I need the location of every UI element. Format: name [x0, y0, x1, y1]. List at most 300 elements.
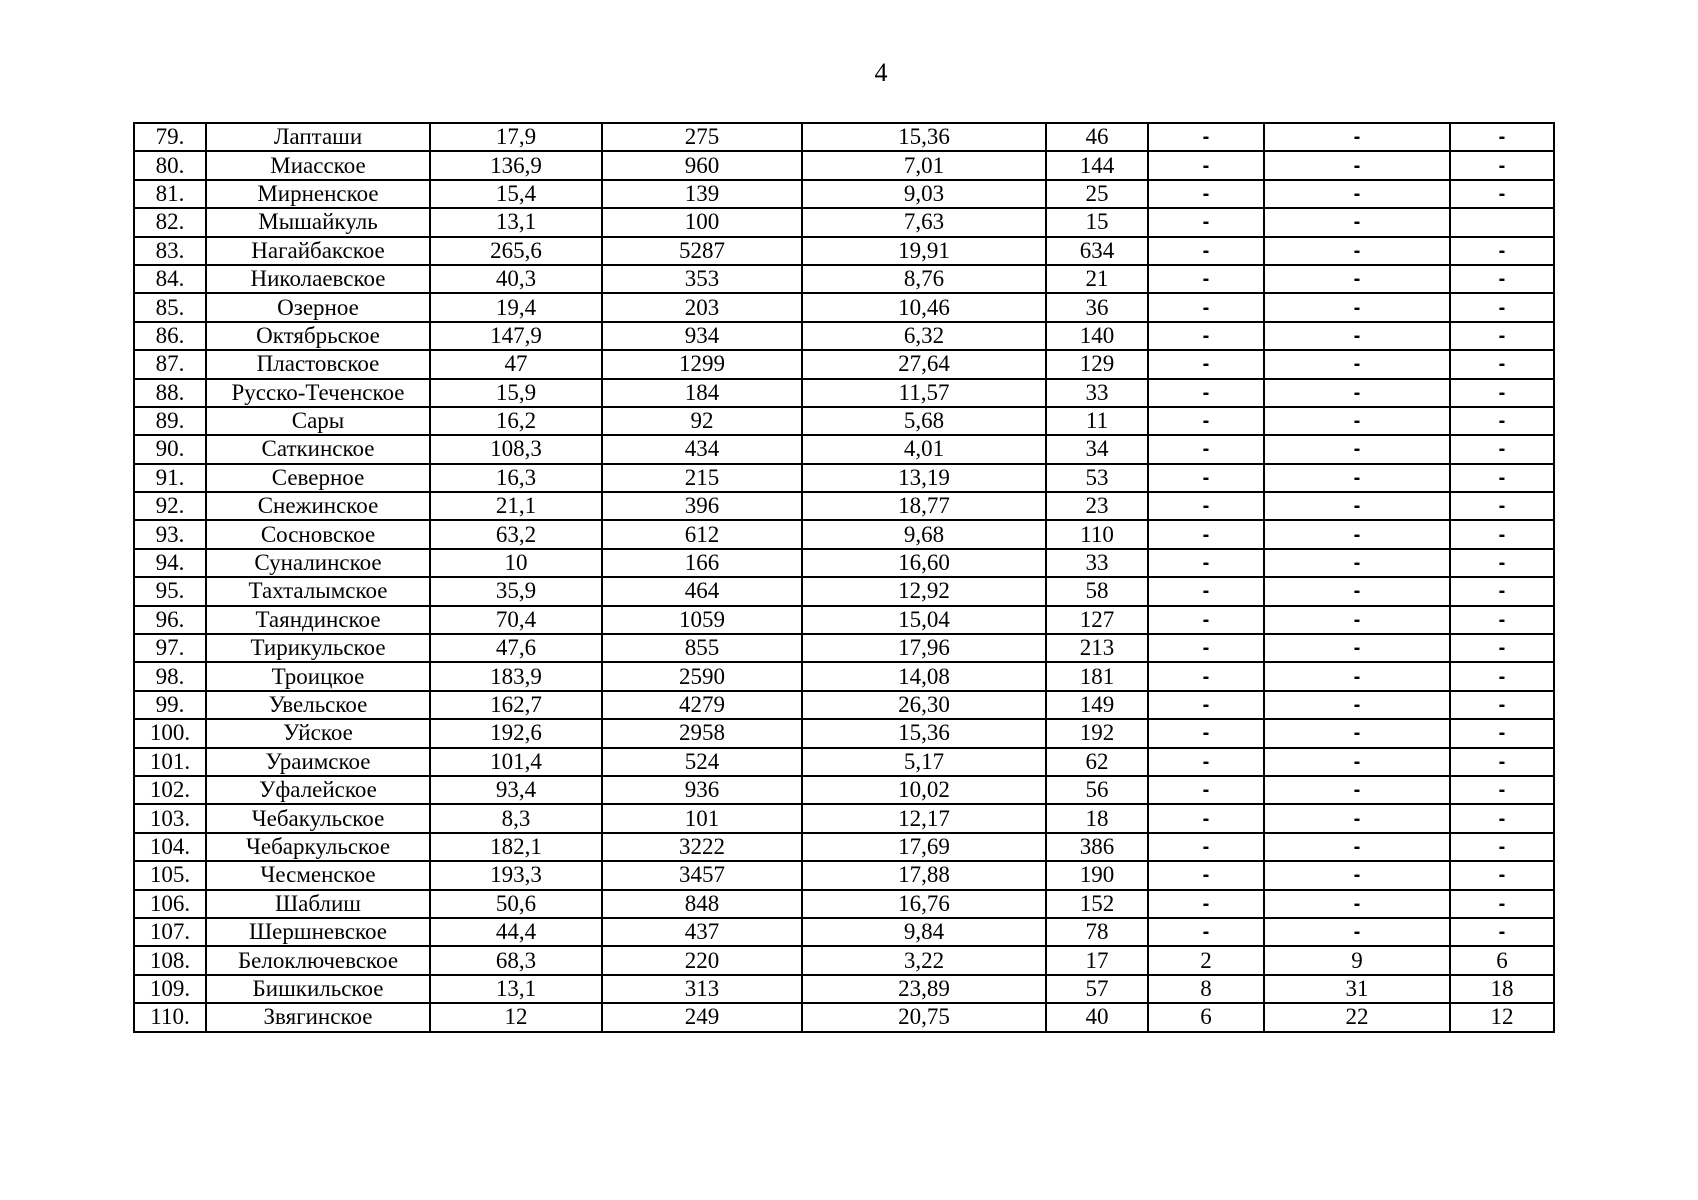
- extra-value-2: -: [1264, 293, 1450, 321]
- extra-value-3: -: [1450, 662, 1554, 690]
- extra-value-2: -: [1264, 435, 1450, 463]
- table-row: [134, 464, 1554, 492]
- population-value: 220: [602, 946, 802, 974]
- settlement-name: Белоключевское: [206, 946, 430, 974]
- ratio-value: 11,57: [802, 379, 1046, 407]
- settlement-name: Саткинское: [206, 435, 430, 463]
- extra-value-1: 8: [1148, 975, 1264, 1003]
- row-number: 86.: [134, 322, 206, 350]
- settlement-name: Уйское: [206, 719, 430, 747]
- extra-value-3: -: [1450, 379, 1554, 407]
- row-number: 90.: [134, 435, 206, 463]
- population-value: 2958: [602, 719, 802, 747]
- area-value: 16,3: [430, 464, 602, 492]
- settlement-name: Уфалейское: [206, 776, 430, 804]
- area-value: 13,1: [430, 975, 602, 1003]
- ratio-value: 8,76: [802, 265, 1046, 293]
- ratio-value: 27,64: [802, 350, 1046, 378]
- extra-value-3: -: [1450, 861, 1554, 889]
- row-number: 103.: [134, 804, 206, 832]
- population-value: 215: [602, 464, 802, 492]
- extra-value-1: -: [1148, 151, 1264, 179]
- area-value: 19,4: [430, 293, 602, 321]
- area-value: 162,7: [430, 691, 602, 719]
- area-value: 68,3: [430, 946, 602, 974]
- extra-value-3: -: [1450, 549, 1554, 577]
- table-row: [134, 1003, 1554, 1031]
- extra-value-2: -: [1264, 180, 1450, 208]
- row-number: 97.: [134, 634, 206, 662]
- count-value: 33: [1046, 379, 1148, 407]
- count-value: 46: [1046, 123, 1148, 151]
- count-value: 17: [1046, 946, 1148, 974]
- extra-value-2: -: [1264, 833, 1450, 861]
- table-row: [134, 861, 1554, 889]
- population-value: 139: [602, 180, 802, 208]
- count-value: 386: [1046, 833, 1148, 861]
- extra-value-3: -: [1450, 464, 1554, 492]
- ratio-value: 13,19: [802, 464, 1046, 492]
- extra-value-1: -: [1148, 606, 1264, 634]
- ratio-value: 9,84: [802, 918, 1046, 946]
- settlement-name: Мышайкуль: [206, 208, 430, 236]
- extra-value-3: -: [1450, 520, 1554, 548]
- extra-value-3: -: [1450, 918, 1554, 946]
- ratio-value: 23,89: [802, 975, 1046, 1003]
- count-value: 40: [1046, 1003, 1148, 1031]
- extra-value-2: -: [1264, 748, 1450, 776]
- population-value: 396: [602, 492, 802, 520]
- extra-value-2: -: [1264, 208, 1450, 236]
- settlement-name: Чебакульское: [206, 804, 430, 832]
- extra-value-2: 9: [1264, 946, 1450, 974]
- count-value: 57: [1046, 975, 1148, 1003]
- area-value: 108,3: [430, 435, 602, 463]
- area-value: 35,9: [430, 577, 602, 605]
- count-value: 36: [1046, 293, 1148, 321]
- extra-value-1: 6: [1148, 1003, 1264, 1031]
- ratio-value: 15,04: [802, 606, 1046, 634]
- extra-value-3: -: [1450, 634, 1554, 662]
- extra-value-3: -: [1450, 748, 1554, 776]
- settlement-name: Чебаркульское: [206, 833, 430, 861]
- table-row: [134, 123, 1554, 151]
- extra-value-2: -: [1264, 379, 1450, 407]
- count-value: 127: [1046, 606, 1148, 634]
- row-number: 89.: [134, 407, 206, 435]
- row-number: 100.: [134, 719, 206, 747]
- table-row: [134, 634, 1554, 662]
- table-row: [134, 662, 1554, 690]
- extra-value-1: -: [1148, 634, 1264, 662]
- area-value: 63,2: [430, 520, 602, 548]
- table-row: [134, 748, 1554, 776]
- extra-value-1: -: [1148, 890, 1264, 918]
- extra-value-1: -: [1148, 549, 1264, 577]
- extra-value-1: -: [1148, 776, 1264, 804]
- extra-value-2: -: [1264, 662, 1450, 690]
- area-value: 47: [430, 350, 602, 378]
- settlement-name: Тахталымское: [206, 577, 430, 605]
- area-value: 93,4: [430, 776, 602, 804]
- row-number: 109.: [134, 975, 206, 1003]
- row-number: 91.: [134, 464, 206, 492]
- extra-value-2: -: [1264, 804, 1450, 832]
- extra-value-2: -: [1264, 464, 1450, 492]
- extra-value-2: -: [1264, 265, 1450, 293]
- extra-value-2: -: [1264, 123, 1450, 151]
- table-row: [134, 946, 1554, 974]
- extra-value-2: -: [1264, 549, 1450, 577]
- extra-value-1: -: [1148, 407, 1264, 435]
- ratio-value: 14,08: [802, 662, 1046, 690]
- area-value: 17,9: [430, 123, 602, 151]
- area-value: 40,3: [430, 265, 602, 293]
- table-row: [134, 379, 1554, 407]
- settlement-name: Николаевское: [206, 265, 430, 293]
- extra-value-3: -: [1450, 492, 1554, 520]
- count-value: 181: [1046, 662, 1148, 690]
- extra-value-3: -: [1450, 776, 1554, 804]
- ratio-value: 9,68: [802, 520, 1046, 548]
- extra-value-3: -: [1450, 833, 1554, 861]
- population-value: 437: [602, 918, 802, 946]
- population-value: 203: [602, 293, 802, 321]
- table-row: [134, 237, 1554, 265]
- extra-value-2: -: [1264, 577, 1450, 605]
- settlement-name: Озерное: [206, 293, 430, 321]
- table-row: [134, 407, 1554, 435]
- count-value: 78: [1046, 918, 1148, 946]
- extra-value-3: -: [1450, 293, 1554, 321]
- extra-value-2: -: [1264, 520, 1450, 548]
- settlement-name: Шершневское: [206, 918, 430, 946]
- ratio-value: 5,17: [802, 748, 1046, 776]
- extra-value-3: 12: [1450, 1003, 1554, 1031]
- extra-value-2: -: [1264, 492, 1450, 520]
- extra-value-2: -: [1264, 237, 1450, 265]
- row-number: 80.: [134, 151, 206, 179]
- extra-value-2: -: [1264, 861, 1450, 889]
- extra-value-1: -: [1148, 322, 1264, 350]
- ratio-value: 5,68: [802, 407, 1046, 435]
- extra-value-1: 2: [1148, 946, 1264, 974]
- extra-value-1: -: [1148, 492, 1264, 520]
- extra-value-2: -: [1264, 918, 1450, 946]
- extra-value-1: -: [1148, 123, 1264, 151]
- ratio-value: 26,30: [802, 691, 1046, 719]
- area-value: 12: [430, 1003, 602, 1031]
- population-value: 92: [602, 407, 802, 435]
- table-row: [134, 180, 1554, 208]
- row-number: 106.: [134, 890, 206, 918]
- area-value: 44,4: [430, 918, 602, 946]
- population-value: 5287: [602, 237, 802, 265]
- count-value: 58: [1046, 577, 1148, 605]
- extra-value-3: -: [1450, 123, 1554, 151]
- settlement-name: Русско-Теченское: [206, 379, 430, 407]
- count-value: 15: [1046, 208, 1148, 236]
- row-number: 107.: [134, 918, 206, 946]
- area-value: 182,1: [430, 833, 602, 861]
- settlement-name: Звягинское: [206, 1003, 430, 1031]
- row-number: 104.: [134, 833, 206, 861]
- population-value: 1299: [602, 350, 802, 378]
- ratio-value: 12,92: [802, 577, 1046, 605]
- row-number: 98.: [134, 662, 206, 690]
- settlement-name: Нагайбакское: [206, 237, 430, 265]
- ratio-value: 10,46: [802, 293, 1046, 321]
- table-row: [134, 577, 1554, 605]
- extra-value-2: 22: [1264, 1003, 1450, 1031]
- area-value: 47,6: [430, 634, 602, 662]
- settlement-name: Лапташи: [206, 123, 430, 151]
- table-row: [134, 492, 1554, 520]
- extra-value-3: -: [1450, 265, 1554, 293]
- count-value: 62: [1046, 748, 1148, 776]
- row-number: 83.: [134, 237, 206, 265]
- population-value: 848: [602, 890, 802, 918]
- extra-value-1: -: [1148, 520, 1264, 548]
- extra-value-2: 31: [1264, 975, 1450, 1003]
- count-value: 190: [1046, 861, 1148, 889]
- table-row: [134, 322, 1554, 350]
- extra-value-1: -: [1148, 662, 1264, 690]
- extra-value-3: [1450, 208, 1554, 236]
- extra-value-1: -: [1148, 293, 1264, 321]
- ratio-value: 17,96: [802, 634, 1046, 662]
- table-row: [134, 435, 1554, 463]
- area-value: 50,6: [430, 890, 602, 918]
- extra-value-2: -: [1264, 691, 1450, 719]
- area-value: 192,6: [430, 719, 602, 747]
- area-value: 8,3: [430, 804, 602, 832]
- count-value: 152: [1046, 890, 1148, 918]
- population-value: 936: [602, 776, 802, 804]
- population-value: 3222: [602, 833, 802, 861]
- population-value: 353: [602, 265, 802, 293]
- row-number: 110.: [134, 1003, 206, 1031]
- data-table: [133, 122, 1555, 1033]
- count-value: 144: [1046, 151, 1148, 179]
- ratio-value: 16,60: [802, 549, 1046, 577]
- table-row: [134, 833, 1554, 861]
- settlement-name: Бишкильское: [206, 975, 430, 1003]
- area-value: 147,9: [430, 322, 602, 350]
- population-value: 4279: [602, 691, 802, 719]
- settlement-name: Шаблиш: [206, 890, 430, 918]
- row-number: 88.: [134, 379, 206, 407]
- settlement-name: Сосновское: [206, 520, 430, 548]
- extra-value-3: 6: [1450, 946, 1554, 974]
- row-number: 102.: [134, 776, 206, 804]
- ratio-value: 12,17: [802, 804, 1046, 832]
- extra-value-2: -: [1264, 350, 1450, 378]
- count-value: 33: [1046, 549, 1148, 577]
- area-value: 13,1: [430, 208, 602, 236]
- page-number: 4: [874, 58, 888, 87]
- area-value: 10: [430, 549, 602, 577]
- table-body: [134, 123, 1554, 1032]
- ratio-value: 3,22: [802, 946, 1046, 974]
- extra-value-2: -: [1264, 719, 1450, 747]
- population-value: 434: [602, 435, 802, 463]
- ratio-value: 16,76: [802, 890, 1046, 918]
- settlement-name: Пластовское: [206, 350, 430, 378]
- extra-value-1: -: [1148, 350, 1264, 378]
- extra-value-1: -: [1148, 180, 1264, 208]
- population-value: 1059: [602, 606, 802, 634]
- count-value: 149: [1046, 691, 1148, 719]
- ratio-value: 18,77: [802, 492, 1046, 520]
- table-row: [134, 265, 1554, 293]
- row-number: 81.: [134, 180, 206, 208]
- population-value: 275: [602, 123, 802, 151]
- extra-value-3: -: [1450, 407, 1554, 435]
- ratio-value: 20,75: [802, 1003, 1046, 1031]
- ratio-value: 19,91: [802, 237, 1046, 265]
- settlement-name: Снежинское: [206, 492, 430, 520]
- row-number: 84.: [134, 265, 206, 293]
- area-value: 21,1: [430, 492, 602, 520]
- ratio-value: 7,01: [802, 151, 1046, 179]
- settlement-name: Чесменское: [206, 861, 430, 889]
- table-row: [134, 606, 1554, 634]
- count-value: 34: [1046, 435, 1148, 463]
- table-row: [134, 890, 1554, 918]
- extra-value-1: -: [1148, 464, 1264, 492]
- table-row: [134, 293, 1554, 321]
- table-row: [134, 549, 1554, 577]
- settlement-name: Суналинское: [206, 549, 430, 577]
- settlement-name: Мирненское: [206, 180, 430, 208]
- area-value: 70,4: [430, 606, 602, 634]
- count-value: 140: [1046, 322, 1148, 350]
- table-row: [134, 975, 1554, 1003]
- row-number: 93.: [134, 520, 206, 548]
- table-row: [134, 804, 1554, 832]
- ratio-value: 15,36: [802, 719, 1046, 747]
- count-value: 56: [1046, 776, 1148, 804]
- extra-value-2: -: [1264, 606, 1450, 634]
- table-row: [134, 918, 1554, 946]
- extra-value-2: -: [1264, 407, 1450, 435]
- extra-value-3: -: [1450, 577, 1554, 605]
- area-value: 265,6: [430, 237, 602, 265]
- population-value: 612: [602, 520, 802, 548]
- area-value: 101,4: [430, 748, 602, 776]
- ratio-value: 17,88: [802, 861, 1046, 889]
- ratio-value: 15,36: [802, 123, 1046, 151]
- table-row: [134, 520, 1554, 548]
- extra-value-3: -: [1450, 180, 1554, 208]
- ratio-value: 7,63: [802, 208, 1046, 236]
- area-value: 16,2: [430, 407, 602, 435]
- extra-value-3: -: [1450, 151, 1554, 179]
- population-value: 934: [602, 322, 802, 350]
- ratio-value: 4,01: [802, 435, 1046, 463]
- table-row: [134, 208, 1554, 236]
- population-value: 524: [602, 748, 802, 776]
- table-row: [134, 719, 1554, 747]
- extra-value-1: -: [1148, 265, 1264, 293]
- extra-value-1: -: [1148, 691, 1264, 719]
- area-value: 183,9: [430, 662, 602, 690]
- table-row: [134, 691, 1554, 719]
- extra-value-1: -: [1148, 719, 1264, 747]
- population-value: 166: [602, 549, 802, 577]
- extra-value-2: -: [1264, 890, 1450, 918]
- population-value: 313: [602, 975, 802, 1003]
- extra-value-2: -: [1264, 151, 1450, 179]
- count-value: 213: [1046, 634, 1148, 662]
- count-value: 25: [1046, 180, 1148, 208]
- settlement-name: Таяндинское: [206, 606, 430, 634]
- area-value: 15,4: [430, 180, 602, 208]
- table-row: [134, 776, 1554, 804]
- extra-value-1: -: [1148, 435, 1264, 463]
- row-number: 92.: [134, 492, 206, 520]
- population-value: 101: [602, 804, 802, 832]
- ratio-value: 17,69: [802, 833, 1046, 861]
- extra-value-3: -: [1450, 237, 1554, 265]
- extra-value-1: -: [1148, 237, 1264, 265]
- count-value: 110: [1046, 520, 1148, 548]
- extra-value-3: -: [1450, 606, 1554, 634]
- count-value: 11: [1046, 407, 1148, 435]
- extra-value-1: -: [1148, 804, 1264, 832]
- area-value: 15,9: [430, 379, 602, 407]
- count-value: 21: [1046, 265, 1148, 293]
- settlement-name: Октябрьское: [206, 322, 430, 350]
- count-value: 18: [1046, 804, 1148, 832]
- extra-value-1: -: [1148, 748, 1264, 776]
- extra-value-2: -: [1264, 634, 1450, 662]
- ratio-value: 6,32: [802, 322, 1046, 350]
- ratio-value: 9,03: [802, 180, 1046, 208]
- count-value: 23: [1046, 492, 1148, 520]
- extra-value-3: 18: [1450, 975, 1554, 1003]
- extra-value-2: -: [1264, 776, 1450, 804]
- population-value: 960: [602, 151, 802, 179]
- extra-value-3: -: [1450, 719, 1554, 747]
- population-value: 855: [602, 634, 802, 662]
- row-number: 95.: [134, 577, 206, 605]
- area-value: 193,3: [430, 861, 602, 889]
- settlement-name: Миасское: [206, 151, 430, 179]
- area-value: 136,9: [430, 151, 602, 179]
- population-value: 3457: [602, 861, 802, 889]
- settlement-name: Ураимское: [206, 748, 430, 776]
- population-value: 464: [602, 577, 802, 605]
- settlement-name: Тирикульское: [206, 634, 430, 662]
- extra-value-1: -: [1148, 208, 1264, 236]
- table-row: [134, 151, 1554, 179]
- population-value: 249: [602, 1003, 802, 1031]
- settlement-name: Сары: [206, 407, 430, 435]
- extra-value-3: -: [1450, 890, 1554, 918]
- settlement-name: Северное: [206, 464, 430, 492]
- row-number: 99.: [134, 691, 206, 719]
- extra-value-3: -: [1450, 804, 1554, 832]
- extra-value-3: -: [1450, 322, 1554, 350]
- row-number: 108.: [134, 946, 206, 974]
- count-value: 53: [1046, 464, 1148, 492]
- row-number: 101.: [134, 748, 206, 776]
- row-number: 96.: [134, 606, 206, 634]
- population-value: 100: [602, 208, 802, 236]
- count-value: 634: [1046, 237, 1148, 265]
